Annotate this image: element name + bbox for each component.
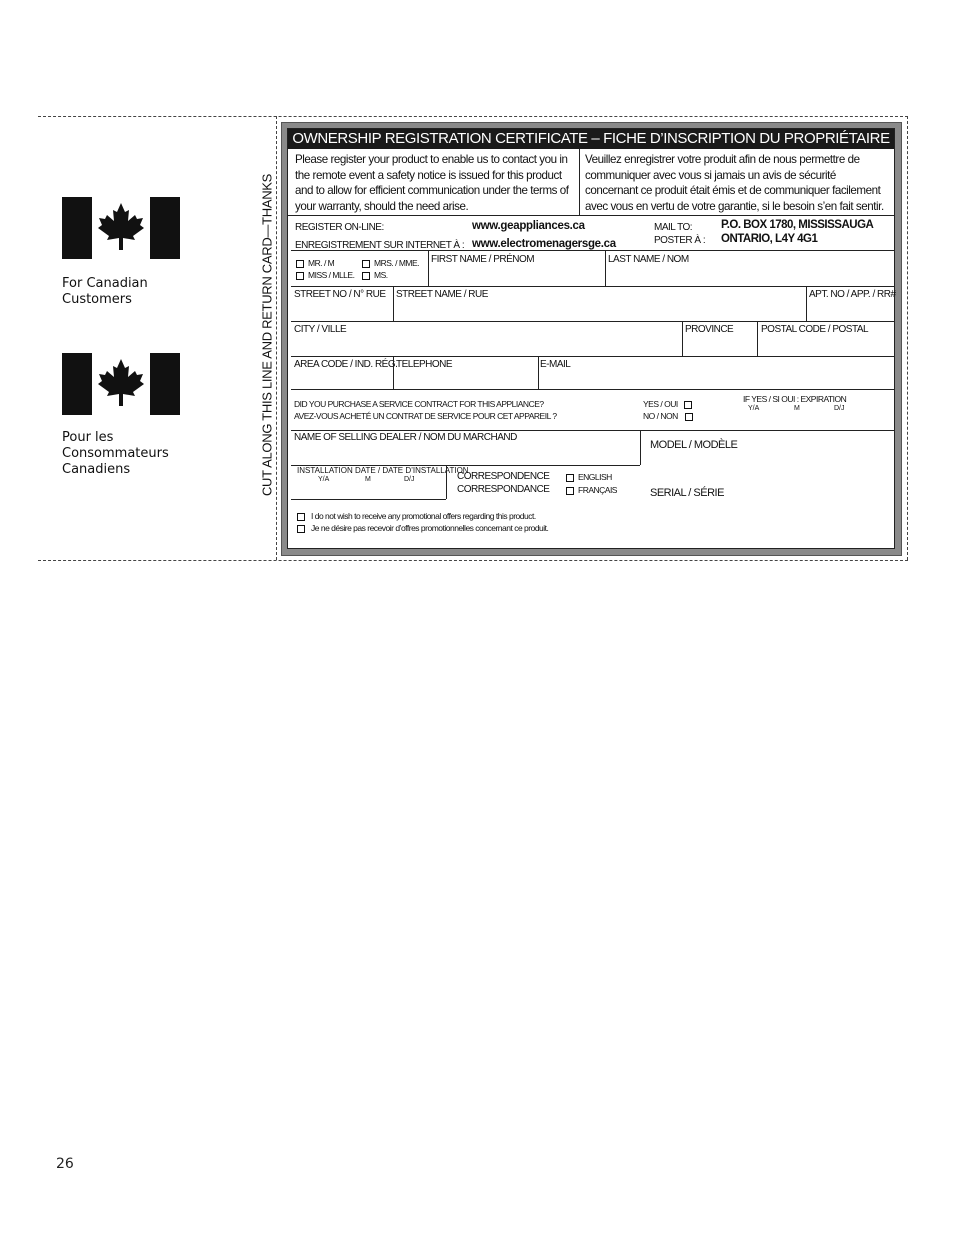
cut-line-middle <box>276 116 277 560</box>
checkbox[interactable] <box>566 474 574 482</box>
title-mrs-option[interactable]: MRS. / MME. <box>362 258 419 268</box>
intro-divider <box>579 149 580 215</box>
french-caption: Pour les Consommateurs Canadiens <box>62 430 169 477</box>
install-year: Y/A <box>318 476 330 483</box>
postal-code-field[interactable]: POSTAL CODE / POSTAL <box>761 324 869 335</box>
francais-option[interactable]: FRANÇAIS <box>566 485 617 495</box>
city-field[interactable]: CITY / VILLE <box>294 324 347 335</box>
field-divider <box>757 321 758 356</box>
row-divider <box>291 250 894 251</box>
checkbox[interactable] <box>297 525 305 533</box>
dealer-field[interactable]: NAME OF SELLING DEALER / NOM DU MARCHAND <box>294 432 517 443</box>
correspondence-fr-label: CORRESPONDANCE <box>457 484 550 495</box>
row-divider <box>291 286 894 287</box>
service-question-en: DID YOU PURCHASE A SERVICE CONTRACT FOR THIS APPLIANCE? <box>294 399 544 409</box>
street-no-field[interactable]: STREET NO / N° RUE <box>294 289 386 300</box>
row-divider <box>291 356 894 357</box>
opt-out-fr-option[interactable]: Je ne désire pas recevoir d’offres promotionnelles concernant ce produit. <box>297 523 548 533</box>
service-yes-option[interactable]: YES / OUI <box>643 399 696 409</box>
canada-flag-icon <box>62 353 180 415</box>
field-divider <box>682 321 683 356</box>
page-number: 26 <box>56 1156 74 1172</box>
mail-to-label: MAIL TO: <box>654 222 693 233</box>
opt-out-en-option[interactable]: I do not wish to receive any promotional offers regarding this product. <box>297 511 536 521</box>
correspondence-en-label: CORRESPONDENCE <box>457 471 550 482</box>
row-divider <box>288 215 894 216</box>
poster-label: POSTER À : <box>654 235 706 246</box>
english-caption: For Canadian Customers <box>62 276 148 307</box>
checkbox[interactable] <box>566 487 574 495</box>
expiration-year: Y/A <box>748 405 760 412</box>
expiration-month: M <box>794 405 800 412</box>
cut-line-top <box>38 116 908 117</box>
mail-address-line1: P.O. BOX 1780, MISSISSAUGA <box>721 219 874 231</box>
area-code-field[interactable]: AREA CODE / IND. RÉG. <box>294 359 398 370</box>
checkbox[interactable] <box>362 272 370 280</box>
install-day: D/J <box>404 476 415 483</box>
intro-english: Please register your product to enable us to contact you in the remote event a safety notice is issued for this product and to allow for efficient communication under the terms of your warranty, should the need arise. <box>295 153 569 213</box>
title-miss-option[interactable]: MISS / MLLE. <box>296 270 354 280</box>
last-name-field[interactable]: LAST NAME / NOM <box>608 254 689 265</box>
registration-card <box>287 128 895 549</box>
title-ms-option[interactable]: MS. <box>362 270 388 280</box>
row-divider <box>291 499 446 500</box>
province-field[interactable]: PROVINCE <box>685 324 734 335</box>
install-date-field[interactable]: INSTALLATION DATE / DATE D’INSTALLATION <box>297 466 469 475</box>
canada-flag-icon <box>62 197 180 259</box>
mail-address-line2: ONTARIO, L4Y 4G1 <box>721 233 818 245</box>
card-title: OWNERSHIP REGISTRATION CERTIFICATE – FICHE D’INSCRIPTION DU PROPRIÉTAIRE <box>288 129 894 149</box>
row-divider <box>291 389 894 390</box>
checkbox[interactable] <box>685 413 693 421</box>
field-divider <box>446 465 447 499</box>
model-field[interactable]: MODEL / MODÈLE <box>650 439 738 451</box>
checkbox[interactable] <box>296 272 304 280</box>
english-option[interactable]: ENGLISH <box>566 472 612 482</box>
telephone-field[interactable]: TELEPHONE <box>396 359 453 370</box>
first-name-field[interactable]: FIRST NAME / PRÉNOM <box>431 254 535 265</box>
register-online-label: REGISTER ON-LINE: <box>295 222 384 233</box>
intro-french: Veuillez enregistrer votre produit afin de nous permettre de communiquer avec vous si jamais un avis de sécurité concernant ce produit était émis et de communiquer facilement avec vous en vertu de votre garantie, si le besoin s’en fait sentir. <box>585 153 884 213</box>
service-question-fr: AVEZ-VOUS ACHETÉ UN CONTRAT DE SERVICE POUR CET APPAREIL ? <box>294 411 557 421</box>
field-divider <box>806 286 807 321</box>
field-divider <box>640 430 641 465</box>
cut-line-right <box>907 116 908 560</box>
field-divider <box>538 356 539 389</box>
register-online-url[interactable]: www.geappliances.ca <box>472 220 585 232</box>
checkbox[interactable] <box>297 513 305 521</box>
register-fr-url[interactable]: www.electromenagersge.ca <box>472 238 616 250</box>
row-divider <box>291 430 894 431</box>
field-divider <box>393 356 394 389</box>
field-divider <box>605 250 606 286</box>
field-divider <box>393 286 394 321</box>
field-divider <box>428 250 429 286</box>
checkbox[interactable] <box>362 260 370 268</box>
service-no-option[interactable]: NO / NON <box>643 411 697 421</box>
checkbox[interactable] <box>296 260 304 268</box>
install-month: M <box>365 476 371 483</box>
title-mr-option[interactable]: MR. / M <box>296 258 334 268</box>
row-divider <box>291 321 894 322</box>
cut-instruction: CUT ALONG THIS LINE AND RETURN CARD—THANKS <box>259 173 275 497</box>
cut-line-bottom <box>38 560 908 561</box>
register-fr-label: ENREGISTREMENT SUR INTERNET À : <box>295 240 465 251</box>
checkbox[interactable] <box>684 401 692 409</box>
email-field[interactable]: E-MAIL <box>540 359 571 370</box>
serial-field[interactable]: SERIAL / SÉRIE <box>650 487 724 499</box>
apt-no-field[interactable]: APT. NO / APP. / RR# <box>809 289 896 300</box>
street-name-field[interactable]: STREET NAME / RUE <box>396 289 488 300</box>
expiration-day: D/J <box>834 405 845 412</box>
expiration-label: IF YES / SI OUI : EXPIRATION <box>743 394 847 404</box>
